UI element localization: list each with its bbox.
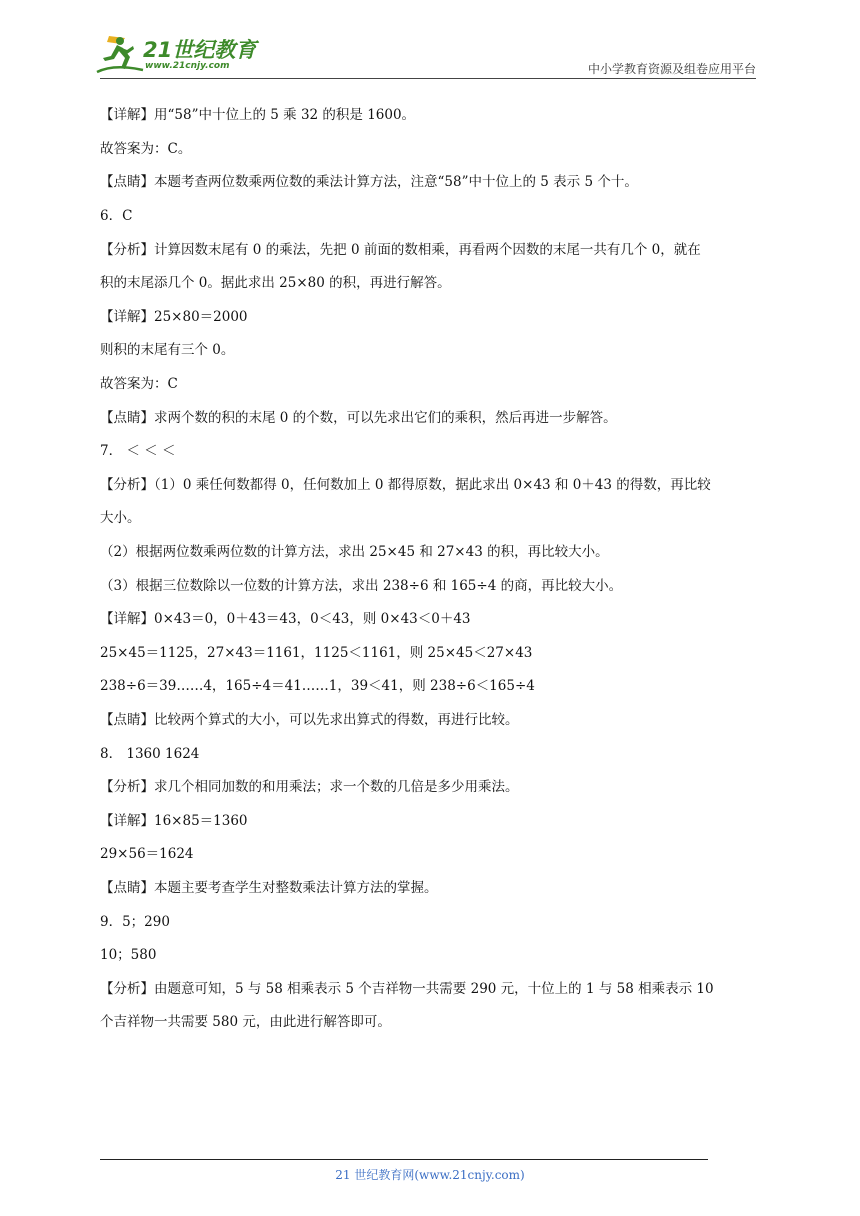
- logo: [95, 32, 260, 76]
- text-line: 【详解】0×43＝0，0＋43＝43，0＜43，则 0×43＜0＋43: [100, 611, 471, 627]
- text-line: 大小。: [100, 510, 141, 526]
- text-line: 个吉祥物一共需要 580 元，由此进行解答即可。: [100, 1014, 391, 1030]
- text-line: 故答案为：C: [100, 376, 178, 392]
- text-line: 238÷6＝39……4，165÷4＝41……1，39＜41，则 238÷6＜165÷4: [100, 678, 535, 694]
- question-number-line: 6．C: [100, 208, 133, 224]
- logo-brand-text: 21世纪教育: [143, 38, 257, 62]
- text-line: 29×56＝1624: [100, 846, 194, 862]
- page-header: [0, 0, 860, 80]
- footer-divider: [100, 1159, 708, 1160]
- text-line: （2）根据两位数乘两位数的计算方法，求出 25×45 和 27×43 的积，再比较大小。: [100, 544, 609, 560]
- question-number-line: 9．5；290: [100, 914, 170, 930]
- text-line: 【详解】25×80＝2000: [100, 309, 248, 325]
- text-line: 【点睛】比较两个算式的大小，可以先求出算式的得数，再进行比较。: [100, 712, 519, 728]
- text-line: 【点睛】本题考查两位数乘两位数的乘法计算方法，注意“58”中十位上的 5 表示 5 个十。: [100, 174, 638, 190]
- text-line: 【详解】16×85＝1360: [100, 813, 248, 829]
- text-line: 25×45＝1125，27×43＝1161，1125＜1161，则 25×45＜27×43: [100, 645, 533, 661]
- text-line: 【分析】计算因数末尾有 0 的乘法，先把 0 前面的数相乘，再看两个因数的末尾一共有几个 0，就在: [100, 242, 701, 258]
- platform-title: 中小学教育资源及组卷应用平台: [587, 62, 756, 76]
- text-line: 则积的末尾有三个 0。: [100, 342, 235, 358]
- header-divider: [100, 78, 756, 79]
- text-line: 10；580: [100, 947, 157, 963]
- text-line: 故答案为：C。: [100, 141, 192, 157]
- text-line: 【点睛】求两个数的积的末尾 0 的个数，可以先求出它们的乘积，然后再进一步解答。: [100, 410, 617, 426]
- text-line: 【点睛】本题主要考查学生对整数乘法计算方法的掌握。: [100, 880, 438, 896]
- text-line: 【分析】由题意可知，5 与 58 相乘表示 5 个吉祥物一共需要 290 元，十位上的 1 与 58 相乘表示 10: [100, 981, 714, 997]
- question-number-line: 7． ＜ ＜ ＜: [100, 443, 176, 459]
- text-line: 【详解】用“58”中十位上的 5 乘 32 的积是 1600。: [100, 107, 416, 123]
- text-line: 积的末尾添几个 0。据此求出 25×80 的积，再进行解答。: [100, 275, 451, 291]
- text-line: 【分析】（1）0 乘任何数都得 0，任何数加上 0 都得原数，据此求出 0×43 和 0＋43 的得数，再比较: [100, 477, 711, 493]
- footer-link[interactable]: 21 世纪教育网(www.21cnjy.com): [335, 1168, 525, 1182]
- text-line: 【分析】求几个相同加数的和用乘法；求一个数的几倍是多少用乘法。: [100, 779, 519, 795]
- question-number-line: 8． 1360 1624: [100, 746, 200, 762]
- text-line: （3）根据三位数除以一位数的计算方法，求出 238÷6 和 165÷4 的商，再比较大小。: [100, 578, 623, 594]
- runner-logo-icon: [95, 32, 147, 76]
- logo-url-text: www.21cnjy.com: [145, 61, 230, 71]
